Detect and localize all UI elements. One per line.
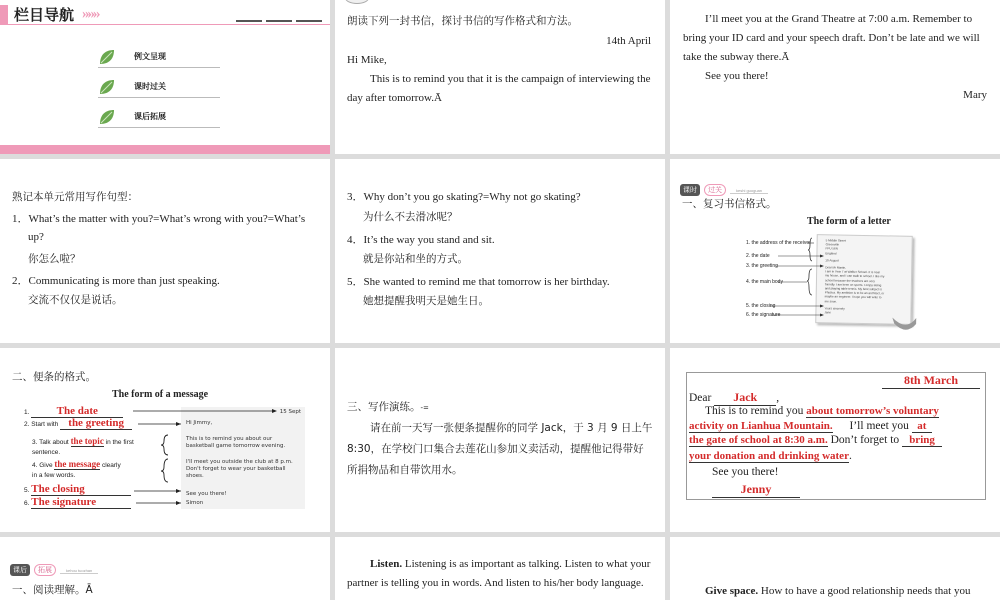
- paper-text: 5 Middle Street Greenville FPU 56N England 10 August Dear Mr Martin, I am in Year 7 at Walker School. It is near my house, and I can walk to school. I like my school because the teachers are very friendly. I am keen on sports. I enjoy skiing and playing table tennis. My best subject is Physics. My ambition is to be an architect, or maybe an engineer. I hope you will write to me soon. Yours sincerely Jane: [824, 238, 885, 315]
- nav-item-check[interactable]: [98, 77, 220, 98]
- sentence-en: 5．She wanted to remind me that tomorrow is her birthday.: [347, 276, 610, 288]
- nav-chevrons: »»»: [82, 6, 99, 22]
- message-item: 3. Talk about the topic in the first sentence.: [32, 436, 134, 456]
- answer-signature: Jenny: [712, 482, 800, 498]
- nav-slide: [0, 0, 330, 154]
- letter-body-line: bring your ID card and your speech draft. Don’t be late and we will: [683, 32, 980, 44]
- lesson-badge: 课后 拓展 kehou tuozhan: [10, 559, 98, 577]
- answer-fill: the greeting: [60, 417, 132, 430]
- reading-continued-slide: [670, 537, 1000, 600]
- answer-fill: at: [912, 420, 932, 433]
- leaf-icon: [98, 108, 116, 126]
- answer-line: the gate of school at 8:30 a.m. Don’t forget to bring: [689, 434, 942, 447]
- writing-task-text: 所捐物品和自带饮用水。: [347, 464, 463, 476]
- sentence-cn: 你怎么啦？: [28, 253, 81, 265]
- letter-example-slide: [335, 0, 665, 154]
- letter-body-line: This is to remind you that it is the campaign of interviewing the: [370, 73, 651, 85]
- answer-line: your donation and drinking water.: [689, 450, 852, 462]
- answer-slide: [670, 348, 1000, 532]
- letter-form-slide: [670, 159, 1000, 343]
- sentence-patterns-continued-slide: [335, 159, 665, 343]
- answer-fill: the gate of school at 8:30 a.m.: [689, 434, 828, 446]
- letter-intro: 朗读下列一封书信，探讨书信的写作格式和方法。: [347, 15, 578, 27]
- nav-divider: [0, 24, 330, 25]
- message-form-slide: [0, 348, 330, 532]
- letter-closing: See you there!: [705, 70, 769, 82]
- nav-accent-bar: [0, 5, 8, 25]
- reading-paragraph: Give space. How to have a good relationship needs that you: [705, 585, 971, 597]
- nav-footer-bar: [0, 145, 330, 154]
- message-item: 2. Start with the greeting: [24, 417, 144, 430]
- answer-fill: the message: [54, 459, 101, 469]
- sentence-en: 2．Communicating is more than just speaking.: [12, 275, 220, 287]
- nav-item-example[interactable]: [98, 47, 220, 68]
- letter-greeting: Hi Mike,: [347, 54, 387, 66]
- answer-fill: your donation and drinking water: [689, 450, 849, 462]
- letter-form-label: 2. the date: [746, 253, 770, 259]
- leaf-icon: [98, 48, 116, 66]
- note-card: 15 Sept Hi Jimmy, This is to remind you about our basketball game tomorrow evening. I'll meet you outside the club at 8 p.m. Don't forget to wear your basketball shoes. See you there! Simon: [181, 407, 305, 509]
- answer-date: 8th March: [882, 373, 980, 389]
- letter-continued-slide: [670, 0, 1000, 154]
- sentences-heading: 熟记本单元常用写作句型：: [12, 191, 138, 203]
- sentence-cn: 为什么不去滑冰呢？: [363, 211, 458, 223]
- letter-form-label: 5. the closing: [746, 303, 776, 309]
- sentence-en: 1．What’s the matter with you?=What’s wrong with you?=What’s: [12, 213, 306, 225]
- message-form-title: The form of a message: [112, 389, 209, 400]
- extension-heading: 一、阅读理解。Ā: [12, 584, 93, 596]
- letter-body-line: I’ll meet you at the Grand Theatre at 7:00 a.m. Remember to: [705, 13, 973, 25]
- letter-date: 14th April: [606, 35, 651, 47]
- message-item: 1. The date: [24, 405, 134, 418]
- message-form-heading: 二、便条的格式。: [12, 371, 96, 383]
- answer-fill: The closing: [31, 483, 131, 496]
- letter-form-label: 1. the address of the receiver: [746, 240, 811, 246]
- extension-slide: [0, 537, 330, 600]
- answer-fill: bring: [902, 434, 942, 447]
- answer-fill: The signature: [31, 496, 131, 509]
- sentence-patterns-slide: [0, 159, 330, 343]
- lesson-badge: 课时 过关 keshi guoguan: [680, 179, 768, 191]
- letter-body-line: take the subway there.Ā: [683, 51, 790, 63]
- sentence-en: 4．It’s the way you stand and sit.: [347, 234, 495, 246]
- writing-task-text: 请在前一天写一张便条提醒你的同学 Jack，于 3 月 9 日上午: [370, 422, 653, 434]
- answer-line: This is to remind you about tomorrow’s voluntary: [705, 405, 939, 417]
- letter-form-arrows: [670, 159, 1000, 343]
- letter-form-label: 4. the main body: [746, 279, 783, 285]
- nav-item-extension[interactable]: [98, 107, 220, 128]
- writing-task-text: 8:30，在学校门口集合去莲花山参加义卖活动，提醒他记得带好: [347, 443, 644, 455]
- answer-line: activity on Lianhua Mountain. I’ll meet you at: [689, 420, 932, 433]
- nav-item-label: 课后拓展: [134, 112, 166, 121]
- letter-form-label: 6. the signature: [746, 312, 781, 318]
- answer-fill: about tomorrow’s voluntary: [806, 405, 939, 417]
- message-item: 4. Give the message clearly in a few words.: [32, 459, 121, 479]
- nav-item-label: 课时过关: [134, 82, 166, 91]
- reading-paragraph: partner is telling you in words. And listen to his/her body language.: [347, 577, 644, 589]
- nav-title: 栏目导航: [14, 6, 75, 24]
- message-form-arrows: [0, 348, 330, 532]
- reading-paragraph: Listen. Listening is as important as talking. Listen to what your: [370, 558, 651, 570]
- sentence-cn: 交流不仅仅是说话。: [28, 294, 123, 306]
- message-item: 5. The closing: [24, 483, 139, 496]
- writing-task-heading: 三、写作演练。-=: [347, 401, 429, 413]
- reading-slide: [335, 537, 665, 600]
- answer-closing: See you there!: [712, 466, 779, 478]
- letter-body-line: day after tomorrow.Ā: [347, 92, 442, 104]
- letter-form-heading: 一、复习书信格式。: [682, 198, 777, 210]
- answer-fill: Jack: [714, 390, 776, 406]
- sentence-en: up?: [28, 231, 44, 243]
- nav-item-label: 例文呈现: [134, 52, 166, 61]
- answer-fill: the topic: [70, 436, 104, 446]
- letter-form-label: 3. the greeting: [746, 263, 778, 269]
- sentence-cn: 她想提醒我明天是她生日。: [363, 295, 489, 307]
- sentence-cn: 就是你站和坐的方式。: [363, 253, 468, 265]
- sentence-en: 3．Why don’t you go skating?=Why not go skating?: [347, 191, 581, 203]
- answer-fill: The date: [31, 405, 123, 418]
- answer-fill: activity on Lianhua Mountain.: [689, 420, 833, 432]
- answer-dear: Dear Jack ,: [689, 390, 780, 404]
- letter-signature: Mary: [963, 89, 987, 101]
- leaf-icon: [98, 78, 116, 96]
- message-item: 6. The signature: [24, 496, 139, 509]
- letter-form-title: The form of a letter: [807, 216, 891, 227]
- writing-task-slide: [335, 348, 665, 532]
